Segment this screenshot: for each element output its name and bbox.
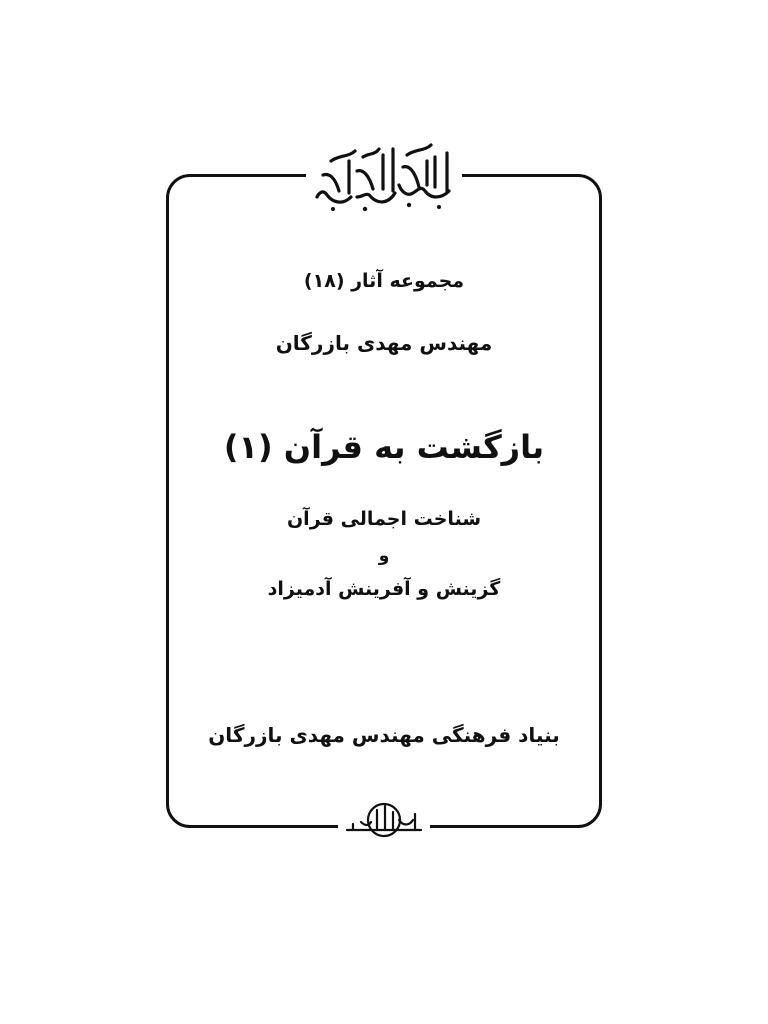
series-label: مجموعه آثار (۱۸) — [303, 270, 465, 292]
subtitle-conjunction: و — [378, 546, 390, 566]
publisher-logo — [338, 796, 430, 846]
publisher-logo-icon — [341, 798, 427, 844]
subtitle-line-1: شناخت اجمالی قرآن — [286, 508, 482, 530]
book-title: بازگشت به قرآن (۱) — [223, 428, 545, 466]
subtitle-line-2: گزینش و آفرینش آدمیزاد — [267, 578, 501, 600]
publisher-name: بنیاد فرهنگی مهندس مهدی بازرگان — [208, 723, 560, 747]
basmala-calligraphy-icon — [309, 131, 459, 221]
author-name: مهندس مهدی بازرگان — [275, 331, 493, 355]
basmala-calligraphy — [306, 128, 462, 224]
